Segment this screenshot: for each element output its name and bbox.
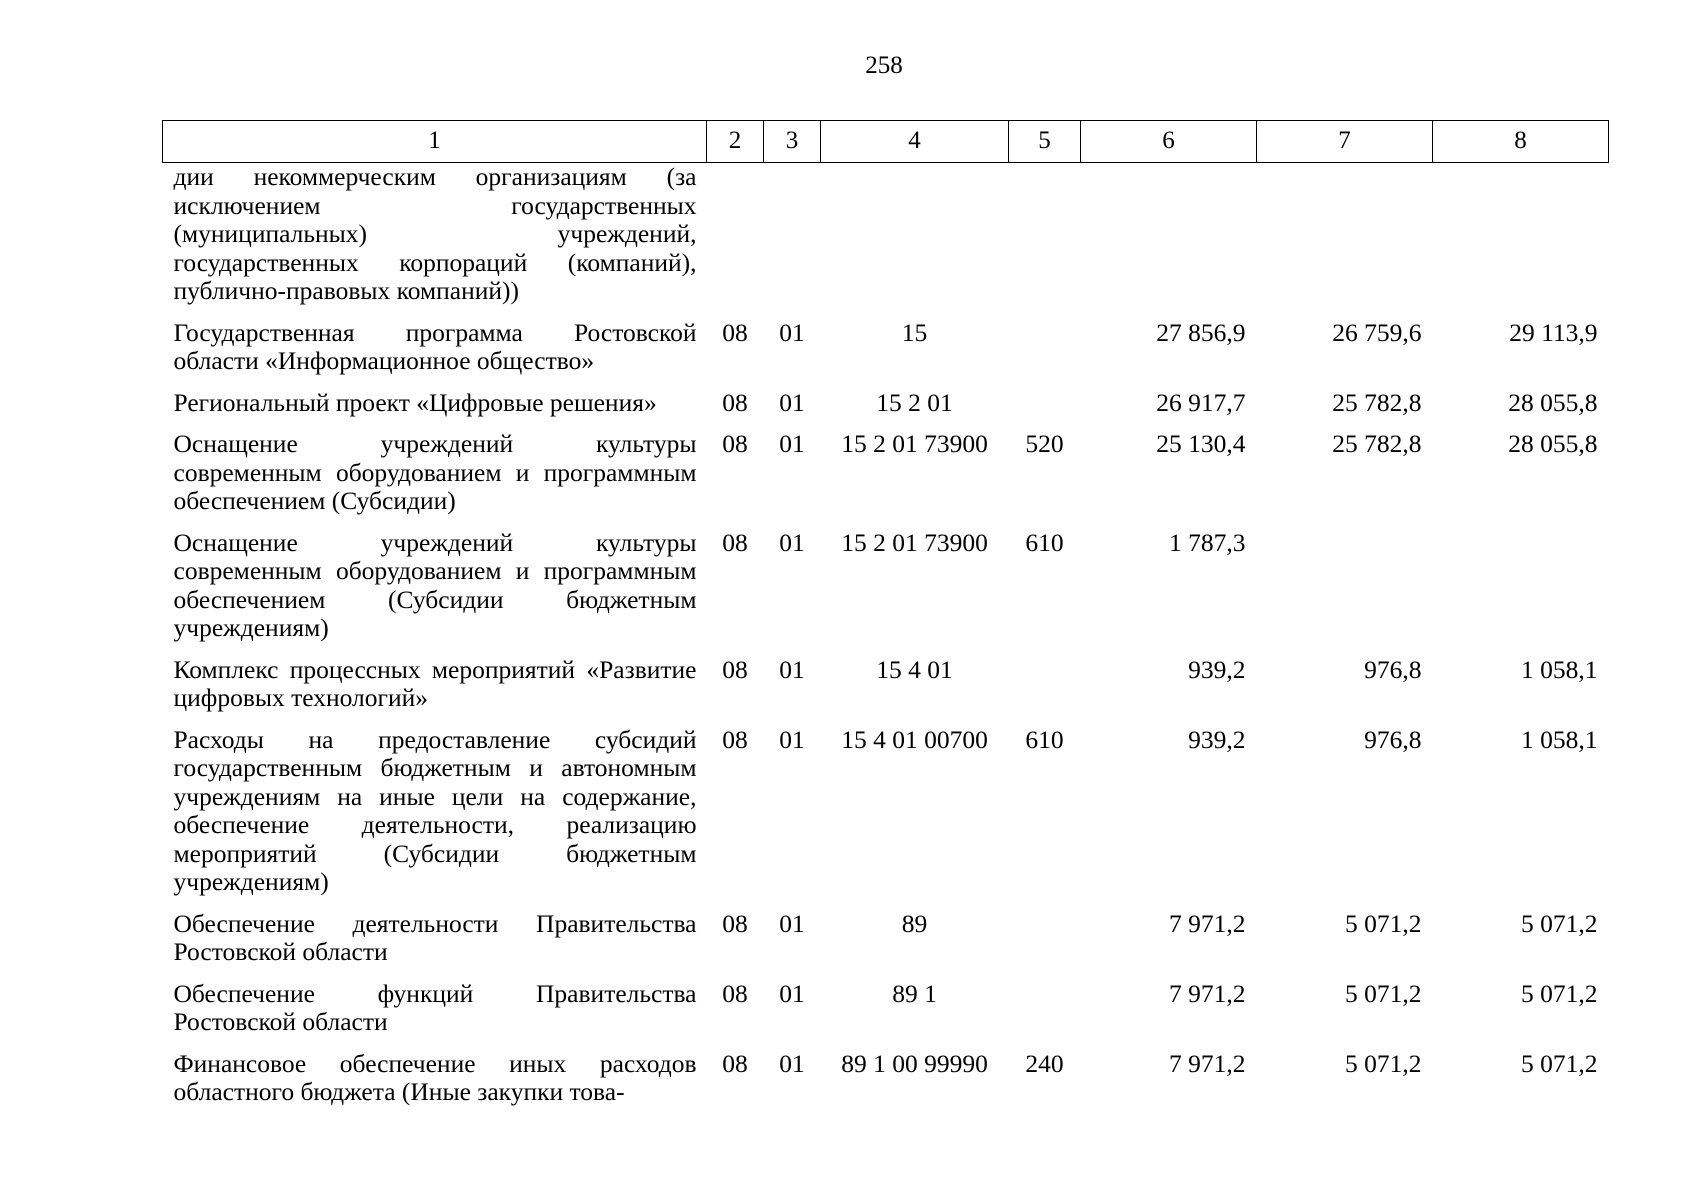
row-description: дии некоммерческим организациям (за исключением государственных (муниципальных) учреждений, государственных корпораций (компаний), публично-правовых компаний)) [173,162,697,305]
row-amount-year-2: 25 782,8 [1332,429,1422,458]
table-row [163,1050,1609,1120]
row-amount-year-1: 25 130,4 [1156,429,1246,458]
row-amount-year-2: 26 759,6 [1332,317,1422,347]
row-subsection-code: 01 [779,527,805,557]
table-row [163,726,1609,910]
row-target-article: 15 2 01 73900 [841,527,988,557]
table-row [163,980,1609,1050]
row-expense-type [1009,656,1081,726]
row-amount-year-2: 5 071,2 [1345,978,1422,1008]
table-row [163,163,1609,319]
row-description: Оснащение учреждений культуры современным оборудованием и программным обеспечением (Субсидии) [173,429,697,515]
row-section-code: 08 [722,724,748,754]
row-amount-year-3: 5 071,2 [1521,908,1598,938]
header-col-5: 5 [1009,121,1081,163]
row-subsection-code: 01 [779,978,805,1008]
row-description: Комплекс процессных мероприятий «Развитие цифровых технологий» [173,654,697,712]
row-section-code: 08 [722,527,748,557]
header-col-3: 3 [764,121,821,163]
row-amount-year-1: 939,2 [1188,654,1246,684]
row-amount-year-1: 939,2 [1188,724,1246,754]
row-amount-year-1 [1081,163,1257,319]
row-description: Финансовое обеспечение иных расходов областного бюджета (Иные закупки това- [173,1048,697,1106]
row-amount-year-3: 1 058,1 [1521,724,1598,754]
row-subsection-code: 01 [779,1048,805,1078]
header-col-4: 4 [821,121,1009,163]
row-description: Обеспечение деятельности Правительства Ростовской области [173,908,697,966]
row-amount-year-1: 7 971,2 [1169,908,1246,938]
row-section-code: 08 [722,317,748,347]
table-row [163,319,1609,389]
row-amount-year-1: 7 971,2 [1169,978,1246,1008]
row-amount-year-3: 28 055,8 [1508,387,1598,417]
table-row [163,656,1609,726]
table-row [163,389,1609,431]
row-subsection-code: 01 [779,724,805,754]
row-expense-type [1009,910,1081,980]
row-amount-year-3: 5 071,2 [1521,1048,1598,1078]
row-target-article: 15 4 01 [876,654,953,684]
row-description: Региональный проект «Цифровые решения» [173,387,657,417]
row-amount-year-3: 1 058,1 [1521,654,1598,684]
row-amount-year-3: 5 071,2 [1521,978,1598,1008]
header-col-6: 6 [1081,121,1257,163]
row-target-article: 15 2 01 [876,387,953,417]
row-subsection-code: 01 [779,317,805,347]
row-description: Расходы на предоставление субсидий государственным бюджетным и автономным учреждениям на иные цели на содержание, обеспечение деятельности, реализацию мероприятий (Субсидии бюджетным учреждениям) [173,724,697,896]
header-col-2: 2 [707,121,764,163]
table-row [163,910,1609,980]
row-expense-type: 610 [1025,527,1064,557]
row-section-code: 08 [722,908,748,938]
row-section-code: 08 [722,654,748,684]
row-expense-type: 610 [1025,724,1064,754]
row-target-article: 89 1 [892,978,937,1008]
budget-table-container [162,120,1608,1120]
row-amount-year-3 [1433,529,1609,656]
row-amount-year-3: 28 055,8 [1508,429,1598,458]
table-body [163,163,1609,1120]
row-section-code [707,163,764,319]
row-description: Оснащение учреждений культуры современным оборудованием и программным обеспечением (Субсидии бюджетным учреждениям) [173,527,697,642]
header-col-1: 1 [163,121,707,163]
row-section-code: 08 [722,387,748,417]
row-subsection-code: 01 [779,908,805,938]
row-amount-year-1: 7 971,2 [1169,1048,1246,1078]
header-col-7: 7 [1257,121,1433,163]
row-section-code: 08 [722,978,748,1008]
row-amount-year-1: 27 856,9 [1156,317,1246,347]
row-subsection-code: 01 [779,387,805,417]
row-expense-type [1009,389,1081,431]
row-target-article: 15 2 01 73900 [841,429,988,458]
row-target-article: 89 1 00 99990 [841,1048,988,1078]
header-col-8: 8 [1433,121,1609,163]
row-amount-year-3: 29 113,9 [1509,317,1598,347]
page-number: 258 [865,52,903,79]
table-row [163,529,1609,656]
row-description: Обеспечение функций Правительства Ростовской области [173,978,697,1036]
row-target-article: 15 4 01 00700 [841,724,988,754]
row-subsection-code: 01 [779,429,805,458]
row-subsection-code [764,163,821,319]
row-target-article [821,163,1009,319]
row-target-article: 15 [901,317,928,347]
row-subsection-code: 01 [779,654,805,684]
row-amount-year-2 [1257,163,1433,319]
row-section-code: 08 [722,1048,748,1078]
row-section-code: 08 [722,429,748,458]
row-amount-year-2: 5 071,2 [1345,1048,1422,1078]
row-amount-year-2 [1257,529,1433,656]
header-row [163,121,1609,163]
row-target-article: 89 [901,908,928,938]
row-amount-year-2: 976,8 [1364,724,1422,754]
row-description: Государственная программа Ростовской области «Информационное общество» [173,317,697,375]
row-amount-year-2: 976,8 [1364,654,1422,684]
row-amount-year-2: 5 071,2 [1345,908,1422,938]
row-expense-type [1009,319,1081,389]
row-expense-type [1009,163,1081,319]
row-amount-year-1: 1 787,3 [1169,527,1246,557]
row-expense-type: 520 [1025,429,1064,458]
row-amount-year-3 [1433,163,1609,319]
row-expense-type: 240 [1025,1048,1064,1078]
row-amount-year-2: 25 782,8 [1332,387,1422,417]
row-amount-year-1: 26 917,7 [1156,387,1246,417]
table-row [163,430,1609,529]
budget-table [162,120,1609,1120]
row-expense-type [1009,980,1081,1050]
